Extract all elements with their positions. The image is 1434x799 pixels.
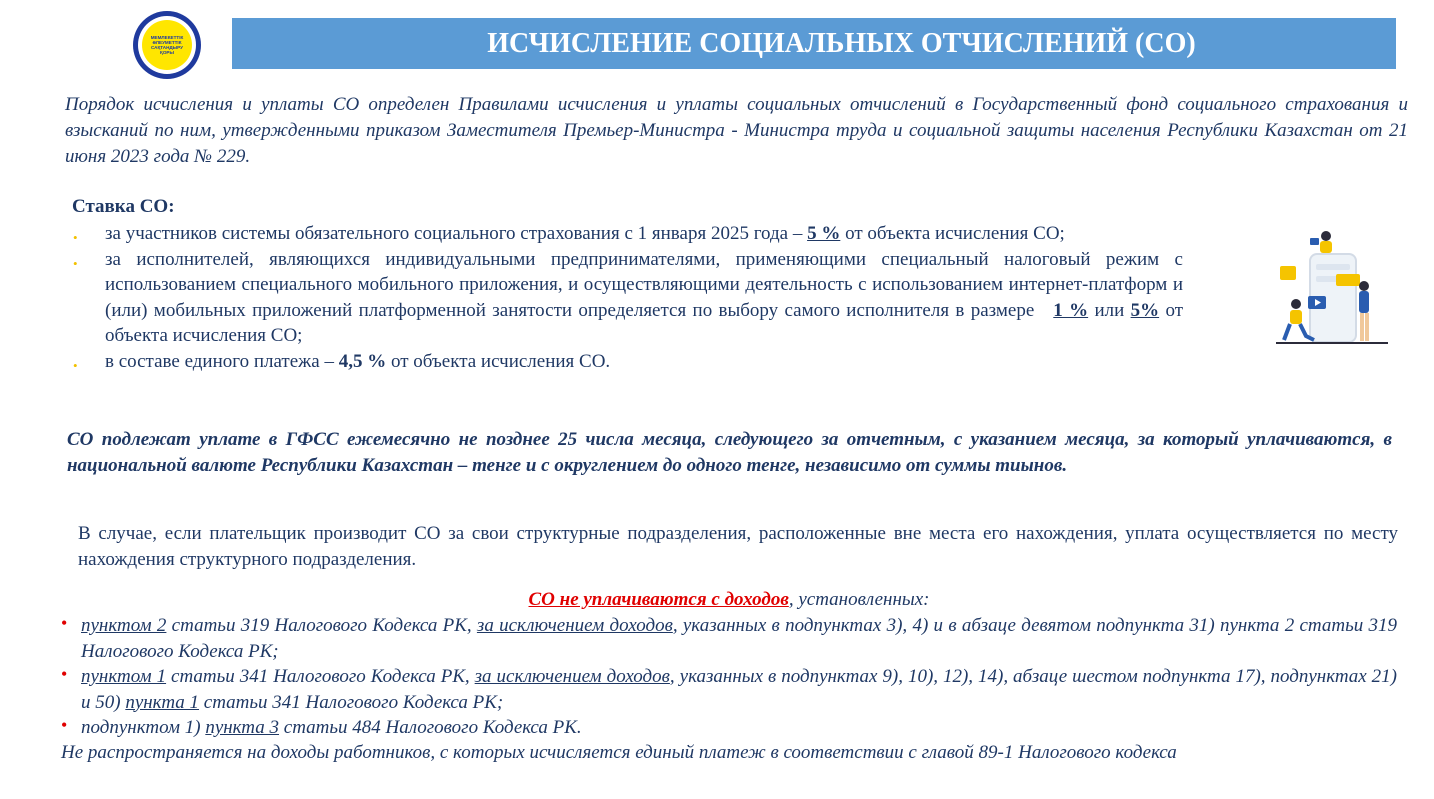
- bullet-icon: •: [73, 230, 78, 245]
- exemption-text: подпунктом 1): [81, 717, 206, 738]
- exemption-item-319: [60, 613, 1397, 664]
- logo-ring: [138, 16, 196, 74]
- rate-item-platform-executors: [72, 247, 1188, 349]
- person-leg: [1365, 313, 1369, 341]
- laptop-icon: [1310, 238, 1319, 245]
- rate-text: или: [1088, 299, 1131, 321]
- rate-text: от объекта исчисления СО.: [386, 350, 611, 372]
- exemption-item-341: [60, 664, 1397, 715]
- message-card: [1336, 274, 1360, 286]
- ground-line: [1276, 342, 1388, 344]
- exemption-text: статьи 341 Налогового Кодекса РК;: [199, 691, 504, 713]
- intro-paragraph: Порядок исчисления и уплаты СО определен Правилами исчисления и уплаты социальных отчислений в Государственный фонд социального страхования и взысканий по ним, утвержденными приказом Заместителя Премьер-Министра - Министра труда и социальной защиты населения Республики Казахстан от 21 июня 2023 года № 229.: [65, 94, 1408, 167]
- law-link[interactable]: за исключением доходов: [474, 666, 670, 687]
- exemptions-heading-highlight: СО не уплачиваются с доходов: [528, 589, 789, 610]
- rate-text: в составе единого платежа –: [105, 350, 339, 372]
- person-body: [1290, 310, 1302, 324]
- rate-text: от объекта исчисления СО;: [105, 299, 1183, 346]
- mobile-workers-illustration: [1266, 224, 1392, 348]
- bullet-icon: •: [61, 715, 68, 735]
- payment-deadline-note: СО подлежат уплате в ГФСС ежемесячно не позднее 25 числа месяца, следующего за отчетным, с указанием месяца, за который уплачиваются, в национальной валюте Республики Казахстан – тенге и с округлением до одного тенге, независимо от суммы тиынов.: [67, 429, 1392, 476]
- rate-list: [72, 221, 1188, 374]
- phone-line: [1316, 264, 1350, 270]
- exemption-text: , указанных в подпунктах 9), 10), 12), 14), абзаце шестом подпункта 17), подпунктах 21) и 50): [81, 666, 1398, 713]
- exemptions-list: [60, 613, 1397, 741]
- branch-payment-note: В случае, если плательщик производит СО за свои структурные подразделения, расположенные вне места его нахождения, уплата осуществляется по месту нахождения структурного подразделения.: [78, 523, 1398, 570]
- logo-core: [142, 20, 192, 70]
- person-leg: [1360, 313, 1364, 341]
- person-body: [1359, 291, 1369, 313]
- person-head: [1359, 281, 1369, 291]
- law-link[interactable]: пунктом 1: [81, 666, 167, 687]
- person-head: [1291, 299, 1301, 309]
- rate-value: 4,5 %: [338, 350, 387, 372]
- chat-bubble-icon: [1280, 266, 1296, 280]
- single-payment-footnote: Не распространяется на доходы работников, с которых исчисляется единый платеж в соответствии с главой 89-1 Налогового кодекса: [61, 742, 1177, 763]
- exemptions-heading: [0, 587, 1434, 613]
- law-link[interactable]: за исключением доходов: [476, 615, 673, 636]
- rate-item-participants: [72, 221, 1183, 247]
- rate-text: за исполнителей, являющихся индивидуальными предпринимателями, применяющими специальный налоговый режим с использованием специального мобильного приложения, и осуществляющими деятельность с использованием интернет-платформ и (или) мобильных приложений платформенной занятости определяется по выбору самого исполнителя в размере: [105, 248, 1188, 321]
- rate-text: от объекта исчисления СО;: [840, 223, 1065, 244]
- fund-logo: [133, 11, 201, 79]
- bullet-icon: •: [61, 613, 68, 633]
- rate-value: 5 %: [807, 223, 841, 244]
- exemption-text: статьи 484 Налогового Кодекса РК.: [279, 717, 582, 738]
- title-bar: [232, 18, 1396, 69]
- person-body: [1320, 241, 1332, 253]
- law-link[interactable]: пункта 3: [205, 717, 280, 738]
- logo-text: МЕМЛЕКЕТТІК ӘЛЕУМЕТТІК САҚТАНДЫРУ ҚОРЫ: [150, 34, 184, 56]
- rate-heading: Ставка СО:: [72, 196, 175, 217]
- rate-value: 1 %: [1053, 299, 1089, 321]
- exemption-text: , указанных в подпунктах 3), 4) и в абзаце девятом подпункта 31) пункта 2 статьи 319 Налогового Кодекса РК;: [81, 615, 1398, 662]
- exemption-text: статьи 341 Налогового Кодекса РК,: [166, 666, 475, 687]
- rate-text: за участников системы обязательного социального страхования с 1 января 2025 года –: [105, 223, 808, 244]
- exemption-item-484: [60, 715, 1397, 741]
- law-link[interactable]: пункта 1: [125, 691, 200, 713]
- person-head: [1321, 231, 1331, 241]
- exemptions-heading-rest: , установленных:: [788, 589, 930, 610]
- exemption-text: статьи 319 Налогового Кодекса РК,: [166, 615, 477, 636]
- rate-value: 5%: [1130, 299, 1160, 321]
- rate-item-single-payment: [72, 349, 1183, 375]
- law-link[interactable]: пунктом 2: [81, 615, 167, 636]
- bullet-icon: •: [73, 357, 78, 373]
- page-title: ИСЧИСЛЕНИЕ СОЦИАЛЬНЫХ ОТЧИСЛЕНИЙ (СО): [487, 27, 1196, 59]
- bullet-icon: •: [61, 664, 68, 684]
- bullet-icon: •: [73, 255, 78, 271]
